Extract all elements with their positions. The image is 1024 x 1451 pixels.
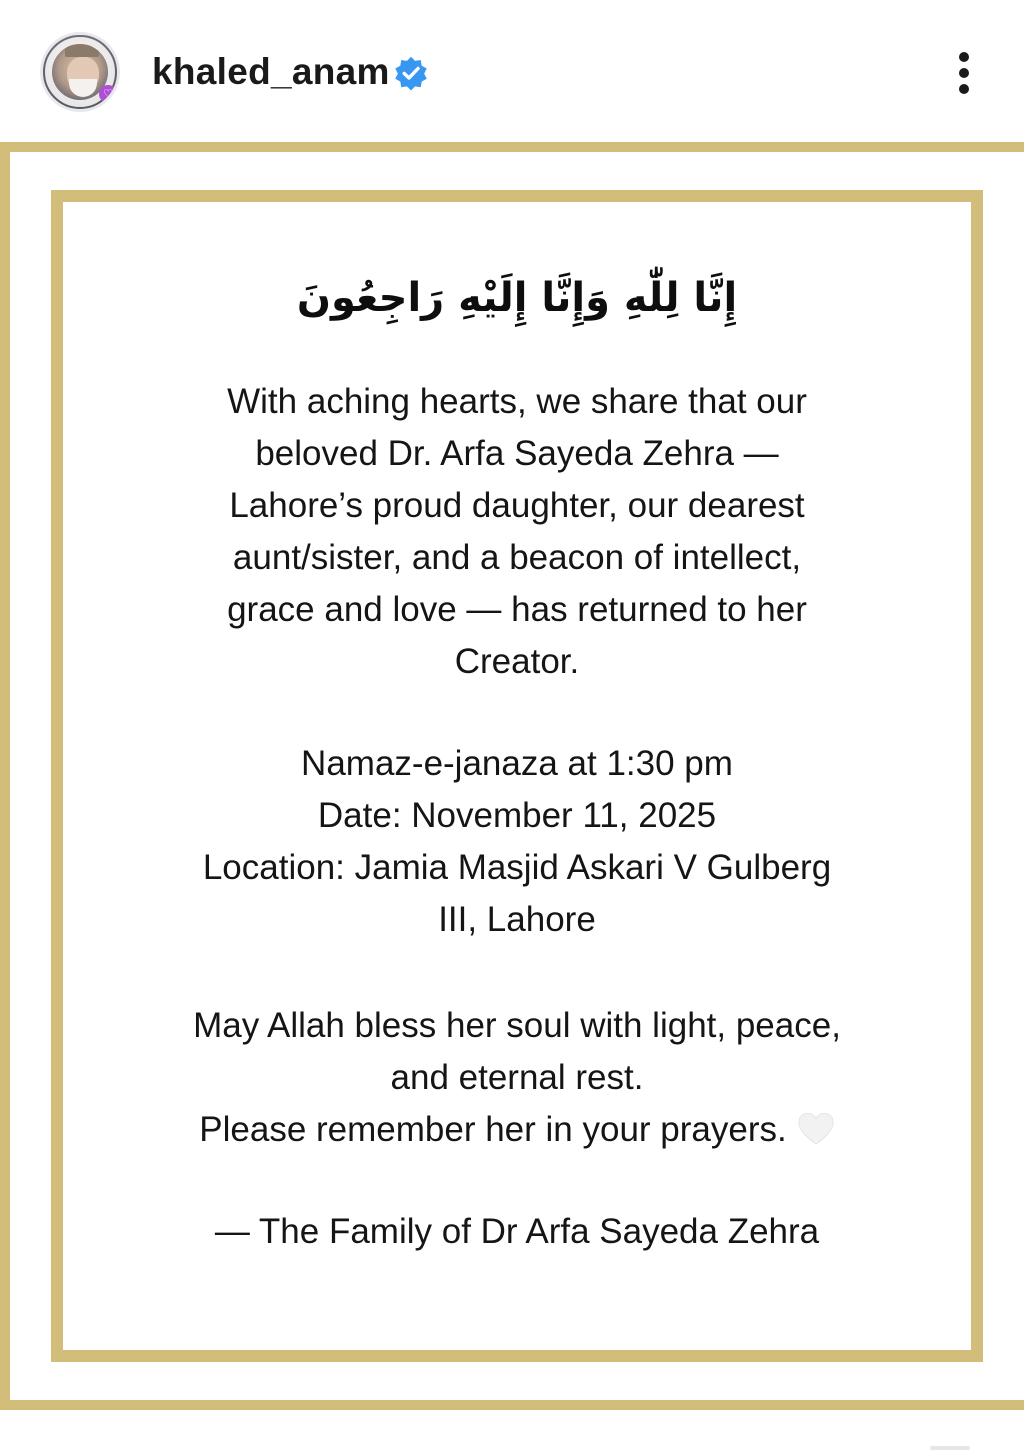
verified-badge-icon [393,55,429,91]
text-line: With aching hearts, we share that our [227,382,807,421]
avatar[interactable] [40,32,120,112]
text-line-with-heart [63,1104,971,1156]
more-dot-icon [959,84,969,94]
janaza-date: Date: November 11, 2025 [317,796,717,835]
text-line: May Allah bless her soul with light, peace, [193,1006,841,1045]
more-dot-icon [959,68,969,78]
username-link[interactable]: khaled_anam [152,51,390,92]
more-dot-icon [959,52,969,62]
text-line: grace and love — has returned to her [227,590,807,629]
post-actions-area [0,1410,1024,1451]
announcement-paragraph [63,376,971,688]
text-line: and eternal rest. [390,1058,644,1097]
scroll-indicator [930,1446,970,1450]
text-line: Creator. [454,642,580,681]
text-line: Lahore’s proud daughter, our dearest [229,486,805,525]
text-line: beloved Dr. Arfa Sayeda Zehra — [255,434,779,473]
janaza-location-cont: III, Lahore [438,900,596,939]
heart-badge-icon: ♡ [99,85,117,103]
janaza-location: Location: Jamia Masjid Askari V Gulberg [202,848,832,887]
more-options-button[interactable] [946,48,982,98]
janaza-time: Namaz-e-janaza at 1:30 pm [301,744,733,783]
white-heart-icon [797,1111,835,1147]
post-image-content [63,202,971,1350]
signature: — The Family of Dr Arfa Sayeda Zehra [214,1212,820,1251]
text-line: aunt/sister, and a beacon of intellect, [232,538,802,577]
post-header [0,0,1024,142]
arabic-heading: إِنَّا لِلّٰهِ وَإِنَّا إِلَيْهِ رَاجِعُونَ [296,275,738,321]
text-line: Please remember her in your prayers. [199,1110,787,1149]
prayer-paragraph [63,1000,971,1156]
janaza-details [63,738,971,946]
